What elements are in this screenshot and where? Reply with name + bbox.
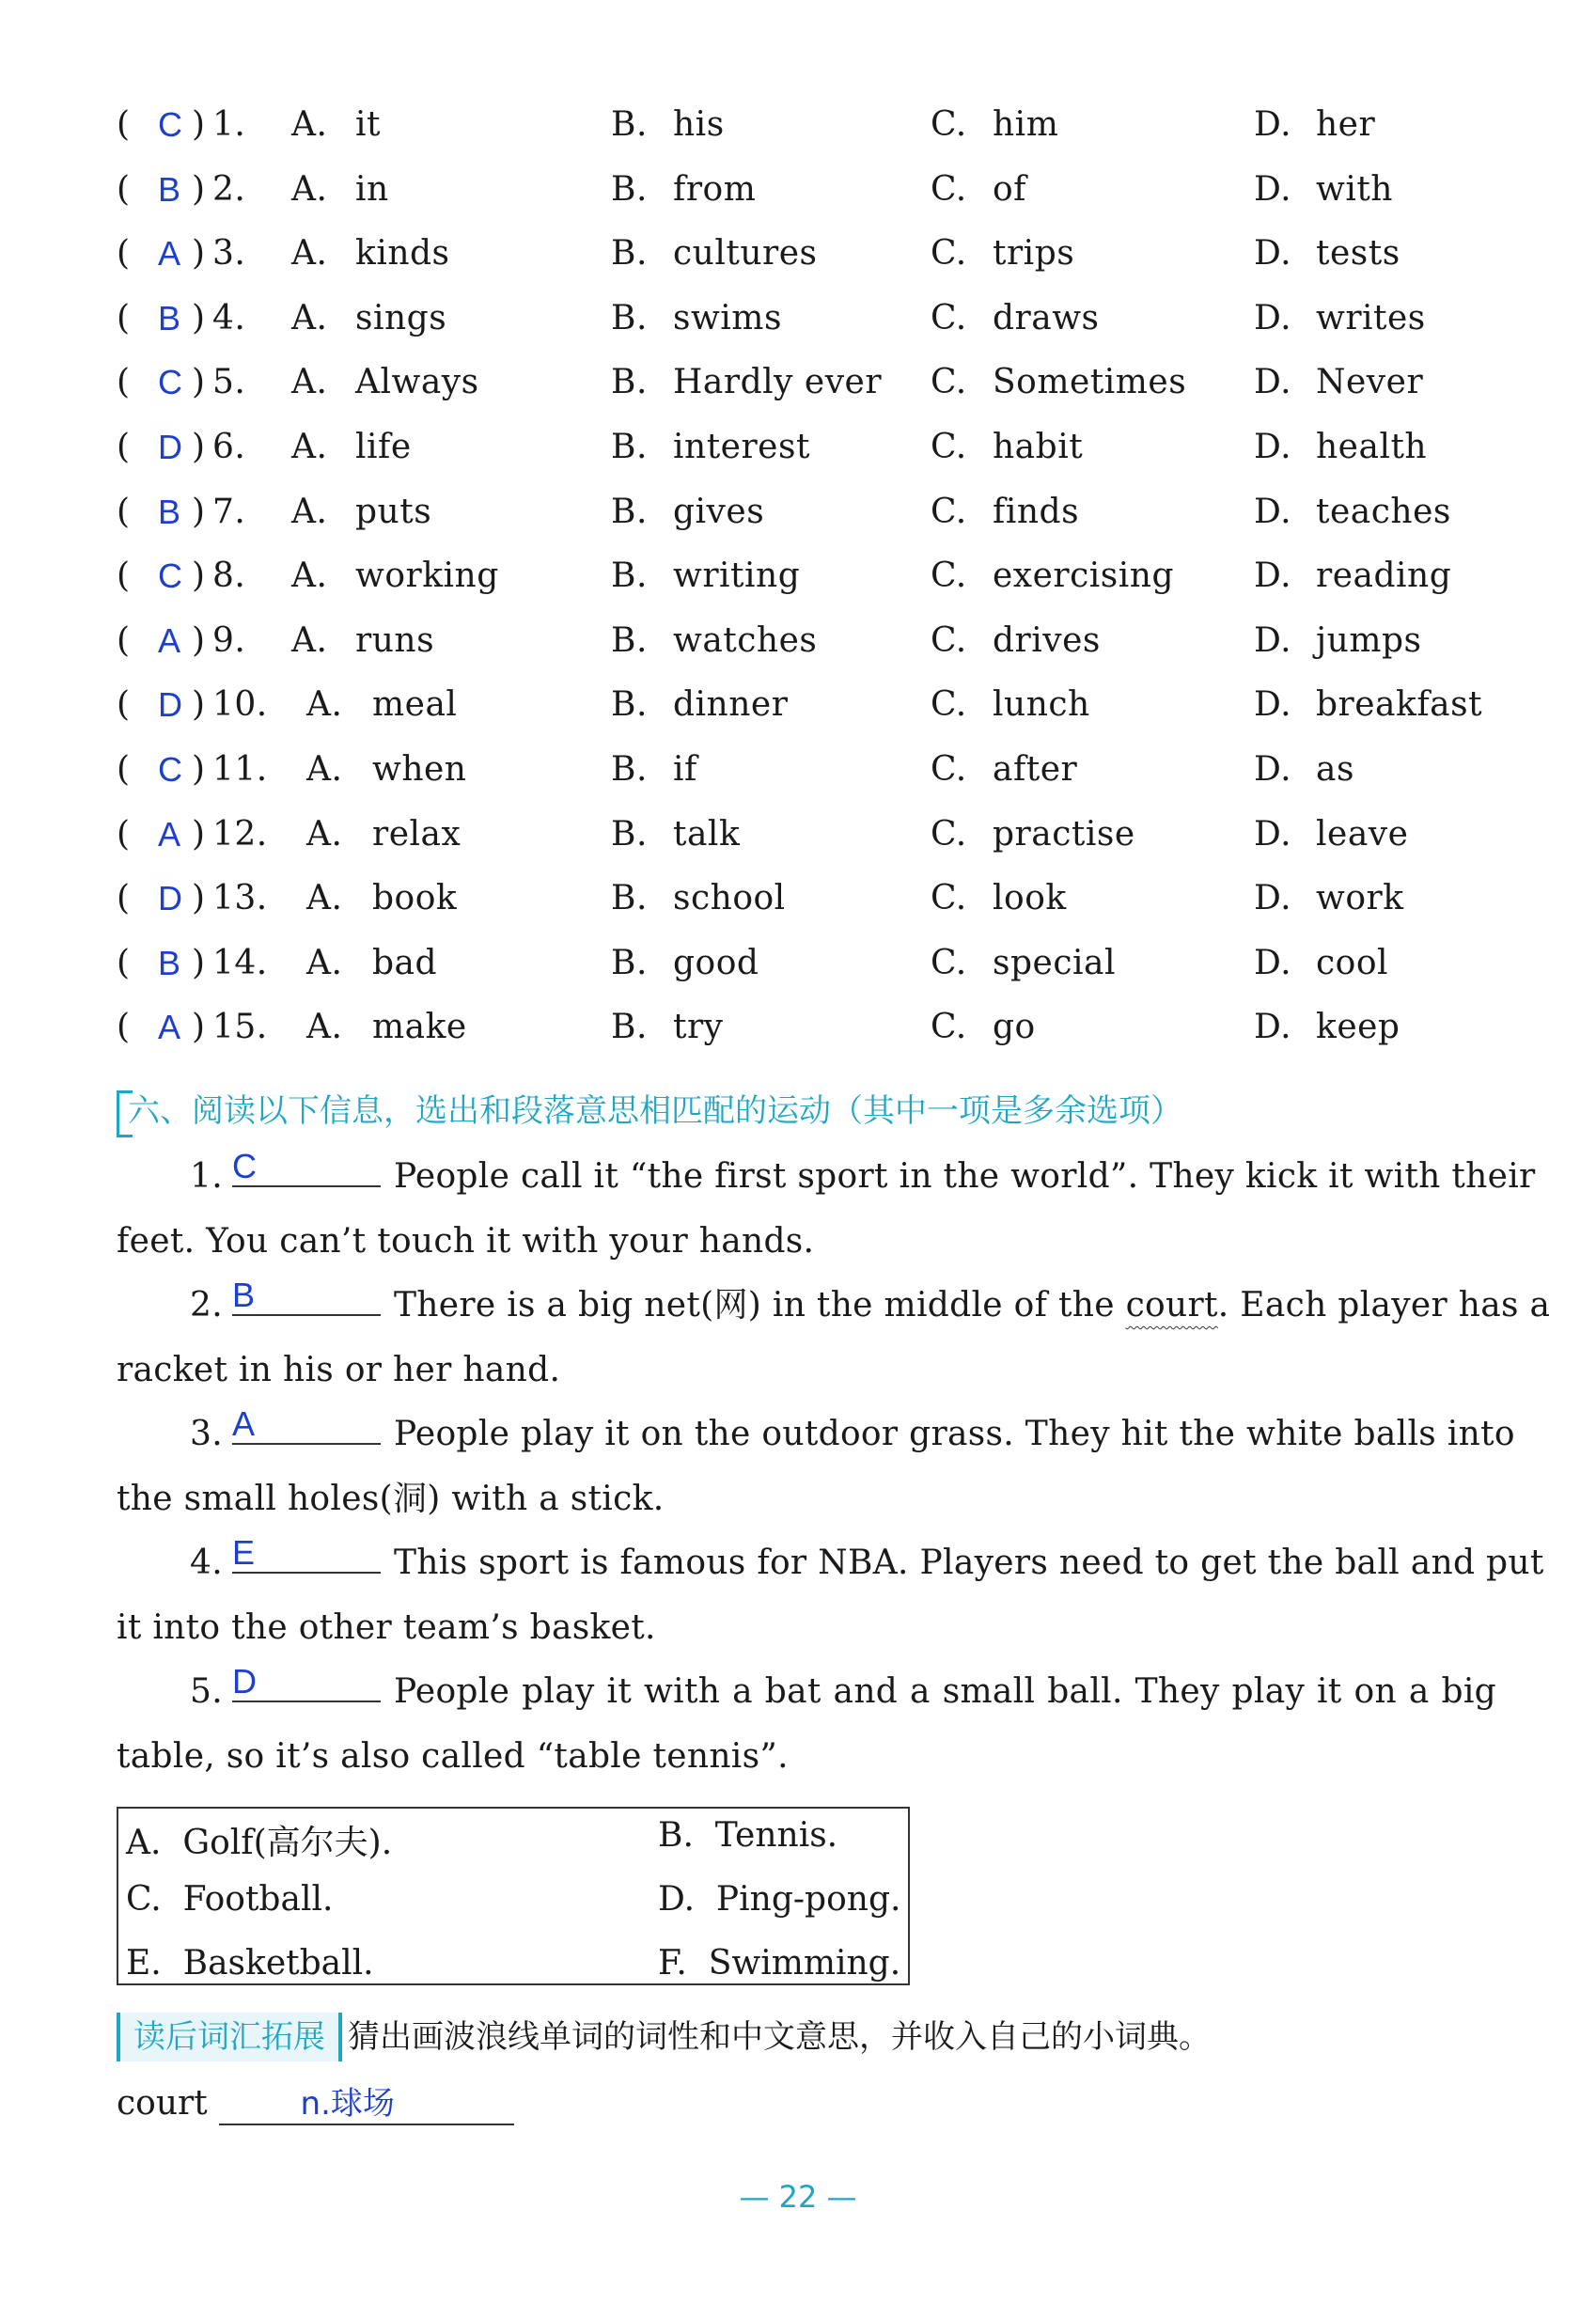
option-letter-b: B.: [611, 749, 648, 789]
passage-5: [117, 1660, 1496, 1789]
answer-blank[interactable]: C: [232, 1148, 381, 1187]
option-b-text: good: [673, 943, 759, 982]
paren-open: (: [117, 620, 131, 660]
option-text: Basketball.: [182, 1944, 374, 1983]
passage-text: People play it on the outdoor grass. They hit the white balls into: [393, 1415, 1515, 1453]
question-number: 5.: [212, 363, 246, 402]
paren-close: ): [192, 427, 206, 466]
question-number: 8.: [212, 556, 246, 596]
passage-text: There is a big net(网) in the middle of the: [393, 1286, 1126, 1324]
option-b-text: Hardly ever: [673, 363, 883, 402]
paren-open: (: [117, 427, 131, 466]
option-d-text: cool: [1316, 943, 1389, 982]
passage-text: People play it with a bat and a small ball. They play it on a big: [393, 1672, 1496, 1711]
option-letter-c: C.: [931, 105, 967, 144]
vocab-tag: 读后词汇拓展: [117, 2013, 342, 2061]
paren-open: (: [117, 1008, 131, 1047]
option-letter-a: A.: [291, 556, 328, 596]
option-a-text: book: [372, 879, 458, 918]
option-b: [658, 1816, 837, 1855]
option-text: Golf(高尔夫).: [182, 1824, 393, 1862]
option-letter-a: A.: [291, 363, 328, 402]
paren-open: (: [117, 556, 131, 596]
option-c-text: finds: [993, 492, 1080, 531]
option-letter-b: B.: [611, 427, 648, 466]
sport-options-box: [117, 1807, 910, 1985]
option-d: [658, 1880, 900, 1919]
paren-open: (: [117, 298, 131, 337]
option-letter-a: A.: [291, 427, 328, 466]
vocab-instruction: 猜出画波浪线单词的词性和中文意思，并收入自己的小词典。: [348, 2017, 1211, 2056]
cloze-question-row: [117, 428, 1489, 493]
answer-choice[interactable]: C: [158, 556, 183, 596]
section-6-heading: 六、阅读以下信息，选出和段落意思相匹配的运动（其中一项是多余选项）: [117, 1087, 1182, 1136]
option-c-text: exercising: [993, 556, 1175, 596]
option-letter-b: B.: [611, 234, 648, 274]
option-d-text: her: [1316, 105, 1376, 144]
option-letter-b: B.: [611, 685, 648, 725]
option-a-text: bad: [372, 943, 438, 982]
option-b-text: swims: [673, 298, 782, 337]
paren-open: (: [117, 105, 131, 144]
question-number: 1.: [212, 105, 246, 144]
option-letter: D.: [658, 1880, 696, 1919]
answer-blank[interactable]: E: [232, 1534, 381, 1574]
vocab-extension-heading: [117, 2010, 1211, 2062]
answer-choice[interactable]: D: [158, 879, 183, 918]
option-letter-d: D.: [1254, 556, 1292, 596]
paren-close: ): [192, 620, 206, 660]
option-b-text: dinner: [673, 685, 789, 725]
vocab-entry: [117, 2077, 514, 2125]
cloze-question-row: [117, 105, 1489, 170]
option-letter-a: A.: [306, 749, 343, 789]
option-letter-a: A.: [306, 1008, 343, 1047]
option-c-text: him: [993, 105, 1059, 144]
option-letter-c: C.: [931, 169, 967, 209]
option-letter-b: B.: [611, 1008, 648, 1047]
option-letter-d: D.: [1254, 234, 1292, 274]
option-a-text: runs: [355, 620, 435, 660]
option-text: Ping-pong.: [715, 1880, 901, 1919]
option-letter-a: A.: [291, 492, 328, 531]
passage-number: 4.: [190, 1544, 223, 1582]
question-number: 12.: [212, 814, 268, 854]
answer-choice[interactable]: A: [158, 1008, 181, 1047]
passage-text: People call it “the first sport in the world”. They kick it with their: [393, 1157, 1536, 1196]
option-b-text: writing: [673, 556, 801, 596]
cloze-question-row: [117, 621, 1489, 686]
option-c: [126, 1880, 333, 1919]
question-number: 15.: [212, 1008, 268, 1047]
answer-choice[interactable]: B: [158, 169, 181, 209]
option-f: [658, 1944, 900, 1983]
cloze-question-row: [117, 815, 1489, 880]
option-d-text: as: [1316, 749, 1354, 789]
option-letter-b: B.: [611, 620, 648, 660]
paren-open: (: [117, 879, 131, 918]
option-a-text: puts: [355, 492, 432, 531]
option-letter-d: D.: [1254, 943, 1292, 982]
question-number: 7.: [212, 492, 246, 531]
option-b-text: try: [673, 1008, 724, 1047]
option-a-text: working: [355, 556, 499, 596]
option-d-text: tests: [1316, 234, 1400, 274]
option-a-text: sings: [355, 298, 447, 337]
option-letter-c: C.: [931, 234, 967, 274]
option-d-text: Never: [1316, 363, 1424, 402]
option-b-text: watches: [673, 620, 818, 660]
paren-close: ): [192, 749, 206, 789]
option-letter-a: A.: [291, 105, 328, 144]
option-letter: F.: [658, 1944, 687, 1983]
option-c-text: go: [993, 1008, 1036, 1047]
option-b-text: gives: [673, 492, 765, 531]
paren-close: ): [192, 556, 206, 596]
cloze-question-row: [117, 944, 1489, 1009]
option-b-text: if: [673, 749, 697, 789]
question-number: 3.: [212, 234, 246, 274]
option-letter-d: D.: [1254, 620, 1292, 660]
option-letter-d: D.: [1254, 492, 1292, 531]
question-number: 2.: [212, 169, 246, 209]
option-d-text: leave: [1316, 814, 1409, 854]
option-letter-b: B.: [611, 556, 648, 596]
answer-choice[interactable]: C: [158, 105, 183, 144]
option-letter-a: A.: [306, 879, 343, 918]
paren-close: ): [192, 879, 206, 918]
option-b-text: talk: [673, 814, 741, 854]
question-number: 4.: [212, 298, 246, 337]
option-a-text: relax: [372, 814, 462, 854]
option-d-text: keep: [1316, 1008, 1400, 1047]
option-c-text: Sometimes: [993, 363, 1187, 402]
option-letter-c: C.: [931, 620, 967, 660]
option-letter-c: C.: [931, 363, 967, 402]
cloze-question-row: [117, 685, 1489, 750]
passage-text: racket in his or her hand.: [117, 1350, 561, 1389]
option-letter-a: A.: [306, 685, 343, 725]
option-letter: B.: [658, 1816, 694, 1855]
option-c-text: of: [993, 169, 1026, 209]
answer-blank[interactable]: B: [232, 1277, 381, 1316]
option-d-text: breakfast: [1316, 685, 1483, 725]
option-text: Tennis.: [714, 1816, 838, 1855]
paren-close: ): [192, 492, 206, 531]
answer-choice[interactable]: C: [158, 749, 183, 789]
answer-choice[interactable]: C: [158, 363, 183, 402]
option-a-text: kinds: [355, 234, 450, 274]
option-letter-a: A.: [291, 620, 328, 660]
option-letter-c: C.: [931, 1008, 967, 1047]
option-c-text: trips: [993, 234, 1075, 274]
option-c-text: habit: [993, 427, 1084, 466]
option-text: Swimming.: [708, 1944, 901, 1983]
option-d-text: health: [1316, 427, 1428, 466]
option-letter-c: C.: [931, 492, 967, 531]
vocab-word: court: [117, 2084, 208, 2123]
passage-text: the small holes(洞) with a stick.: [117, 1479, 665, 1518]
passage-1: [117, 1145, 1536, 1274]
option-letter-d: D.: [1254, 1008, 1292, 1047]
paren-open: (: [117, 169, 131, 209]
option-c-text: special: [993, 943, 1116, 982]
option-letter-b: B.: [611, 363, 648, 402]
option-letter-d: D.: [1254, 814, 1292, 854]
answer-choice[interactable]: A: [158, 814, 181, 854]
option-letter-a: A.: [306, 943, 343, 982]
option-a-text: meal: [372, 685, 458, 725]
option-c-text: practise: [993, 814, 1135, 854]
question-number: 9.: [212, 620, 246, 660]
option-d-text: teaches: [1316, 492, 1451, 531]
option-a-text: Always: [355, 363, 479, 402]
option-letter-c: C.: [931, 298, 967, 337]
option-letter-b: B.: [611, 943, 648, 982]
option-letter-c: C.: [931, 685, 967, 725]
option-a-text: make: [372, 1008, 467, 1047]
option-letter-b: B.: [611, 105, 648, 144]
answer-choice[interactable]: B: [158, 298, 181, 337]
option-a-text: in: [355, 169, 389, 209]
answer-choice[interactable]: B: [158, 492, 181, 531]
option-b-text: school: [673, 879, 786, 918]
paren-close: ): [192, 363, 206, 402]
cloze-question-row: [117, 234, 1489, 299]
paren-open: (: [117, 749, 131, 789]
paren-close: ): [192, 814, 206, 854]
option-letter-d: D.: [1254, 363, 1292, 402]
option-a-text: life: [355, 427, 412, 466]
paren-close: ): [192, 234, 206, 274]
answer-choice[interactable]: D: [158, 685, 183, 725]
option-c-text: draws: [993, 298, 1100, 337]
cloze-question-row: [117, 556, 1489, 621]
option-letter-d: D.: [1254, 749, 1292, 789]
option-letter-a: A.: [291, 169, 328, 209]
paren-close: ): [192, 1008, 206, 1047]
paren-close: ): [192, 943, 206, 982]
question-number: 14.: [212, 943, 268, 982]
option-d-text: with: [1316, 169, 1393, 209]
cloze-question-row: [117, 879, 1489, 944]
option-letter-a: A.: [291, 234, 328, 274]
passage-text: it into the other team’s basket.: [117, 1607, 656, 1647]
passage-text: This sport is famous for NBA. Players need to get the ball and put: [393, 1544, 1544, 1582]
option-b-text: his: [673, 105, 725, 144]
question-number: 11.: [212, 749, 268, 789]
option-letter-c: C.: [931, 427, 967, 466]
option-d-text: jumps: [1316, 620, 1422, 660]
cloze-question-row: [117, 363, 1489, 428]
passage-number: 5.: [190, 1672, 223, 1711]
passage-number: 1.: [190, 1157, 223, 1196]
option-d-text: writes: [1316, 298, 1426, 337]
option-b-text: interest: [673, 427, 810, 466]
passage-number: 3.: [190, 1415, 223, 1453]
option-letter-d: D.: [1254, 427, 1292, 466]
option-letter-b: B.: [611, 298, 648, 337]
option-a-text: when: [372, 749, 467, 789]
paren-close: ): [192, 298, 206, 337]
option-c-text: look: [993, 879, 1067, 918]
paren-open: (: [117, 943, 131, 982]
passage-text: feet. You can’t touch it with your hands.: [117, 1221, 815, 1261]
cloze-question-row: [117, 1008, 1489, 1073]
passage-text: table, so it’s also called “table tennis”.: [117, 1736, 789, 1776]
paren-open: (: [117, 234, 131, 274]
option-letter-c: C.: [931, 749, 967, 789]
paren-open: (: [117, 814, 131, 854]
passage-text: . Each player has a: [1217, 1286, 1551, 1324]
option-e: [126, 1944, 374, 1983]
option-letter-b: B.: [611, 879, 648, 918]
option-letter-a: A.: [291, 298, 328, 337]
vocab-answer-blank[interactable]: n.球场: [219, 2077, 514, 2125]
question-number: 6.: [212, 427, 246, 466]
option-text: Football.: [182, 1880, 334, 1919]
answer-blank[interactable]: A: [232, 1405, 381, 1445]
option-letter-a: A.: [306, 814, 343, 854]
paren-open: (: [117, 492, 131, 531]
option-b-text: cultures: [673, 234, 818, 274]
option-letter-d: D.: [1254, 685, 1292, 725]
question-number: 10.: [212, 685, 268, 725]
cloze-question-row: [117, 170, 1489, 235]
option-letter-d: D.: [1254, 879, 1292, 918]
cloze-question-row: [117, 750, 1489, 815]
option-letter-b: B.: [611, 492, 648, 531]
option-letter-c: C.: [931, 814, 967, 854]
answer-blank[interactable]: D: [232, 1663, 381, 1702]
option-letter-c: C.: [931, 879, 967, 918]
paren-close: ): [192, 105, 206, 144]
paren-open: (: [117, 685, 131, 725]
paren-open: (: [117, 363, 131, 402]
option-b-text: from: [673, 169, 757, 209]
question-number: 13.: [212, 879, 268, 918]
cloze-question-row: [117, 299, 1489, 364]
option-letter-c: C.: [931, 556, 967, 596]
answer-choice[interactable]: B: [158, 943, 181, 982]
answer-choice[interactable]: A: [158, 234, 181, 274]
option-letter: A.: [126, 1824, 162, 1862]
answer-choice[interactable]: D: [158, 427, 183, 466]
passage-3: [117, 1403, 1515, 1531]
cloze-question-row: [117, 493, 1489, 557]
page-number: — 22 —: [739, 2179, 857, 2215]
paren-close: ): [192, 685, 206, 725]
option-letter-b: B.: [611, 814, 648, 854]
option-a: [126, 1816, 392, 1864]
option-c-text: drives: [993, 620, 1101, 660]
answer-choice[interactable]: A: [158, 620, 181, 660]
option-letter-d: D.: [1254, 169, 1292, 209]
option-d-text: reading: [1316, 556, 1452, 596]
wavy-underlined-word: court: [1125, 1286, 1218, 1324]
option-letter: C.: [126, 1880, 162, 1919]
option-letter: E.: [126, 1944, 162, 1983]
option-a-text: it: [355, 105, 381, 144]
option-d-text: work: [1316, 879, 1404, 918]
passage-2: [117, 1274, 1551, 1403]
passage-4: [117, 1531, 1544, 1660]
passage-number: 2.: [190, 1286, 223, 1324]
paren-close: ): [192, 169, 206, 209]
option-letter-d: D.: [1254, 298, 1292, 337]
option-c-text: lunch: [993, 685, 1090, 725]
option-letter-d: D.: [1254, 105, 1292, 144]
cloze-answer-grid: [117, 105, 1489, 1073]
option-letter-b: B.: [611, 169, 648, 209]
option-letter-c: C.: [931, 943, 967, 982]
option-c-text: after: [993, 749, 1078, 789]
